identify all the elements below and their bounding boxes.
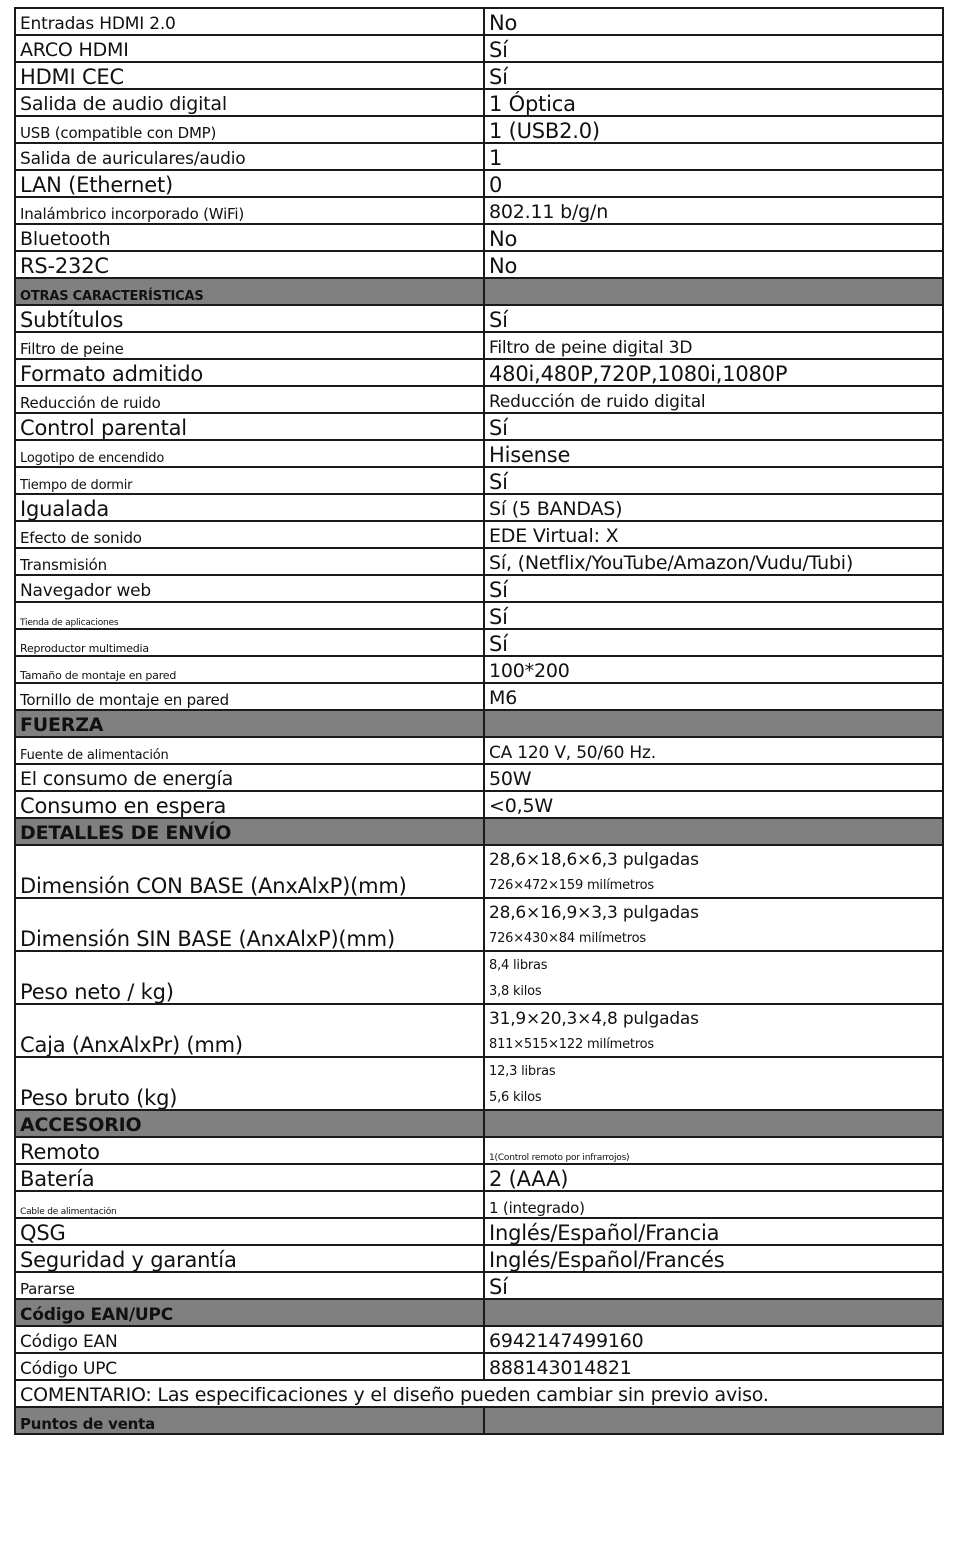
row-label: El consumo de energía — [15, 764, 484, 791]
section-title: FUERZA — [15, 710, 484, 737]
row-value: Filtro de peine digital 3D — [484, 332, 943, 359]
row-value: CA 120 V, 50/60 Hz. — [484, 737, 943, 764]
label-lan: LAN (Ethernet) — [15, 170, 484, 197]
value-line-lbs: 12,3 libras — [489, 1064, 556, 1079]
row-label: Seguridad y garantía — [15, 1245, 484, 1272]
table-row — [15, 170, 943, 197]
value-line-mm: 726×472×159 milímetros — [489, 878, 654, 893]
section-title: Puntos de venta — [15, 1407, 484, 1434]
section-blank — [484, 818, 943, 845]
table-row — [15, 1164, 943, 1191]
label-headphone: Salida de auriculares/audio — [15, 143, 484, 170]
row-label: Subtítulos — [15, 305, 484, 332]
table-row — [15, 1137, 943, 1164]
row-value: Sí — [484, 1272, 943, 1299]
value-line-kg: 5,6 kilos — [489, 1090, 542, 1105]
row-value: Hisense — [484, 440, 943, 467]
label-bluetooth: Bluetooth — [15, 224, 484, 251]
row-value: Sí — [484, 305, 943, 332]
table-row — [15, 521, 943, 548]
value-line-inches: 28,6×18,6×6,3 pulgadas — [489, 850, 699, 870]
row-label: Cable de alimentación — [15, 1191, 484, 1218]
section-header-envio — [15, 818, 943, 845]
row-value: 480i,480P,720P,1080i,1080P — [484, 359, 943, 386]
section-header-codigo — [15, 1299, 943, 1326]
section-header-puntos — [15, 1407, 943, 1434]
table-row — [15, 359, 943, 386]
table-row — [15, 251, 943, 278]
table-row — [15, 440, 943, 467]
table-row — [15, 1272, 943, 1299]
comment-text: COMENTARIO: Las especificaciones y el diseño pueden cambiar sin previo aviso. — [15, 1380, 943, 1407]
section-blank — [484, 1299, 943, 1326]
table-row — [15, 791, 943, 818]
section-title: Código EAN/UPC — [15, 1299, 484, 1326]
comment-row — [15, 1380, 943, 1407]
table-row — [15, 1057, 943, 1110]
table-row — [15, 332, 943, 359]
row-value: M6 — [484, 683, 943, 710]
section-header-otras — [15, 278, 943, 305]
row-value: 2 (AAA) — [484, 1164, 943, 1191]
table-row — [15, 656, 943, 683]
row-value: Inglés/Español/Francés — [484, 1245, 943, 1272]
table-row — [15, 35, 943, 62]
section-blank — [484, 1407, 943, 1434]
row-value — [484, 951, 943, 1004]
row-value: Sí — [484, 413, 943, 440]
table-row — [15, 1245, 943, 1272]
row-value: <0,5W — [484, 791, 943, 818]
row-value: Sí (5 BANDAS) — [484, 494, 943, 521]
value-line-mm: 726×430×84 milímetros — [489, 931, 646, 946]
row-label: Código EAN — [15, 1326, 484, 1353]
row-value: Sí — [484, 602, 943, 629]
table-row — [15, 845, 943, 898]
value-cec: Sí — [484, 62, 943, 89]
section-title: DETALLES DE ENVÍO — [15, 818, 484, 845]
label-hdmi20: Entradas HDMI 2.0 — [15, 8, 484, 35]
row-label: Código UPC — [15, 1353, 484, 1380]
section-header-fuerza — [15, 710, 943, 737]
row-value-upc: 888143014821 — [484, 1353, 943, 1380]
section-blank — [484, 1110, 943, 1137]
table-row — [15, 898, 943, 951]
row-label: Logotipo de encendido — [15, 440, 484, 467]
row-value: 100*200 — [484, 656, 943, 683]
row-label: Dimensión SIN BASE (AnxAlxP)(mm) — [15, 898, 484, 951]
value-line-mm: 811×515×122 milímetros — [489, 1037, 654, 1052]
table-row — [15, 143, 943, 170]
value-line-inches: 31,9×20,3×4,8 pulgadas — [489, 1009, 699, 1029]
table-row — [15, 89, 943, 116]
table-row — [15, 629, 943, 656]
section-blank — [484, 278, 943, 305]
table-row — [15, 951, 943, 1004]
table-row — [15, 737, 943, 764]
row-value-ean: 6942147499160 — [484, 1326, 943, 1353]
value-bluetooth: No — [484, 224, 943, 251]
table-row — [15, 467, 943, 494]
row-label: Peso neto / kg) — [15, 951, 484, 1004]
row-value: EDE Virtual: X — [484, 521, 943, 548]
value-rs232: No — [484, 251, 943, 278]
table-row — [15, 1218, 943, 1245]
row-value: Inglés/Español/Francia — [484, 1218, 943, 1245]
table-row — [15, 683, 943, 710]
row-label: Dimensión CON BASE (AnxAlxP)(mm) — [15, 845, 484, 898]
row-label: Igualada — [15, 494, 484, 521]
section-blank — [484, 710, 943, 737]
row-value: Sí — [484, 629, 943, 656]
row-label: QSG — [15, 1218, 484, 1245]
table-row — [15, 116, 943, 143]
row-label: Tornillo de montaje en pared — [15, 683, 484, 710]
row-label: Navegador web — [15, 575, 484, 602]
value-lan: 0 — [484, 170, 943, 197]
value-wifi: 802.11 b/g/n — [484, 197, 943, 224]
row-label: Consumo en espera — [15, 791, 484, 818]
table-row — [15, 1004, 943, 1057]
table-row — [15, 197, 943, 224]
row-value: Sí — [484, 467, 943, 494]
row-value — [484, 1057, 943, 1110]
table-row — [15, 548, 943, 575]
row-label: Tamaño de montaje en pared — [15, 656, 484, 683]
label-audio-out: Salida de audio digital — [15, 89, 484, 116]
section-title: ACCESORIO — [15, 1110, 484, 1137]
table-row — [15, 575, 943, 602]
spec-table — [14, 7, 944, 1435]
row-label: Fuente de alimentación — [15, 737, 484, 764]
label-wifi: Inalámbrico incorporado (WiFi) — [15, 197, 484, 224]
table-row — [15, 1326, 943, 1353]
row-label: Tiempo de dormir — [15, 467, 484, 494]
section-header-accesorio — [15, 1110, 943, 1137]
value-usb: 1 (USB2.0) — [484, 116, 943, 143]
row-value: Sí, (Netflix/YouTube/Amazon/Vudu/Tubi) — [484, 548, 943, 575]
value-audio-out: 1 Óptica — [484, 89, 943, 116]
row-label: Tienda de aplicaciones — [15, 602, 484, 629]
row-value: Sí — [484, 575, 943, 602]
label-cec: HDMI CEC — [15, 62, 484, 89]
row-value: Reducción de ruido digital — [484, 386, 943, 413]
row-label: Formato admitido — [15, 359, 484, 386]
row-label: Remoto — [15, 1137, 484, 1164]
row-label: Control parental — [15, 413, 484, 440]
row-label: Reproductor multimedia — [15, 629, 484, 656]
row-value — [484, 898, 943, 951]
table-row — [15, 305, 943, 332]
label-arc: ARCO HDMI — [15, 35, 484, 62]
value-arc: Sí — [484, 35, 943, 62]
table-row — [15, 602, 943, 629]
table-row — [15, 1353, 943, 1380]
table-row — [15, 386, 943, 413]
row-label: Efecto de sonido — [15, 521, 484, 548]
section-title: OTRAS CARACTERÍSTICAS — [15, 278, 484, 305]
row-label: Peso bruto (kg) — [15, 1057, 484, 1110]
row-value: 1(Control remoto por infrarrojos) — [484, 1137, 943, 1164]
value-line-lbs: 8,4 libras — [489, 958, 548, 973]
label-rs232: RS-232C — [15, 251, 484, 278]
table-row — [15, 764, 943, 791]
row-value — [484, 845, 943, 898]
row-label: Transmisión — [15, 548, 484, 575]
value-line-kg: 3,8 kilos — [489, 984, 542, 999]
table-row — [15, 413, 943, 440]
row-label: Batería — [15, 1164, 484, 1191]
label-usb: USB (compatible con DMP) — [15, 116, 484, 143]
row-label: Reducción de ruido — [15, 386, 484, 413]
row-label: Caja (AnxAlxPr) (mm) — [15, 1004, 484, 1057]
table-row — [15, 8, 943, 35]
table-row — [15, 224, 943, 251]
row-value — [484, 1004, 943, 1057]
row-value: 50W — [484, 764, 943, 791]
table-row — [15, 494, 943, 521]
row-value: 1 (integrado) — [484, 1191, 943, 1218]
value-hdmi20: No — [484, 8, 943, 35]
table-row — [15, 62, 943, 89]
table-row — [15, 1191, 943, 1218]
row-label: Pararse — [15, 1272, 484, 1299]
value-headphone: 1 — [484, 143, 943, 170]
row-label: Filtro de peine — [15, 332, 484, 359]
value-line-inches: 28,6×16,9×3,3 pulgadas — [489, 903, 699, 923]
